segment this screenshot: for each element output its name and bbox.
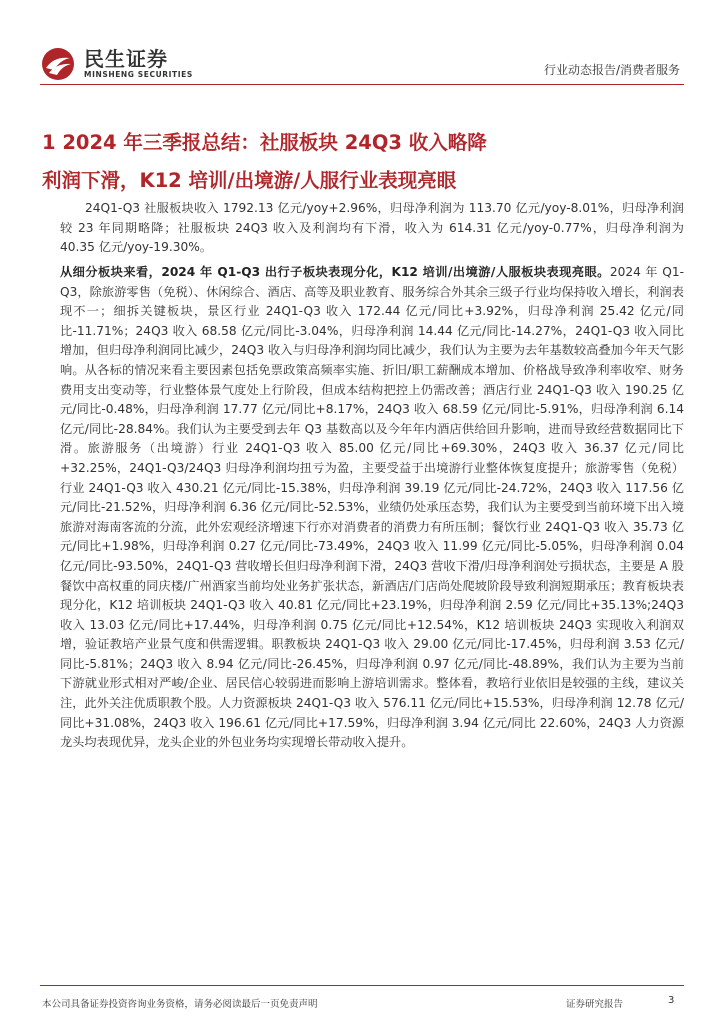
footer-divider bbox=[40, 985, 684, 986]
footer-doc-type: 证券研究报告 bbox=[566, 999, 624, 1010]
section-title-line-2: 利润下滑，K12 培训/出境游/人服行业表现亮眼 bbox=[42, 169, 457, 192]
segment-analysis-body: 2024 年 Q1-Q3，除旅游零售（免税）、休闲综合、酒店、高等及职业教育、服务综合外其余三级子行业均保持收入增长，利润表现不一；细拆关键板块，景区行业 24Q1-Q3 收入 172.44 亿元/同比+3.92%，归母净利润 25.42 亿元/同比-11.71%；24Q3 收入 68.58 亿元/同比-3.04%，归母净利润 14.44 亿元/同比-14.27%，24Q1-Q3 收入同比增加，但归母净利润同比减少，24Q3 收入与归母净利润均同比减少，我们认为主要为去年基数较高叠加今年天气影响。从各标的情况来看主要因素包括免票政策高频率实施、折旧/职工薪酬成本增加、价格战导致净利率收窄、财务费用支出变动等，行业整体景气度处上行阶段，但成本结构把控上仍需改善；酒店行业 24Q1-Q3 收入 190.25 亿元/同比-0.48%，归母净利润 17.77 亿元/同比+8.17%，24Q3 收入 68.59 亿元/同比-5.91%，归母净利润 6.14 亿元/同比-28.84%。我们认为主要受到去年 Q3 基数高以及今年年内酒店供给回升影响，进而导致经营数据同比下滑。旅游服务（出境游）行业 24Q1-Q3 收入 85.00 亿元/同比+69.30%，24Q3 收入 36.37 亿元/同比+32.25%，24Q1-Q3/24Q3 归母净利润均扭亏为盈，主要受益于出境游行业整体恢复度提升；旅游零售（免税）行业 24Q1-Q3 收入 430.21 亿元/同比-15.38%，归母净利润 39.19 亿元/同比-24.72%，24Q3 收入 117.56 亿元/同比-21.52%，归母净利润 6.36 亿元/同比-52.53%，业绩仍处承压态势，我们认为主要受到当前环境下出入境旅游对海南客流的分流，此外宏观经济增速下行亦对消费者的消费力有所压制；餐饮行业 24Q1-Q3 收入 35.73 亿元/同比+1.98%，归母净利润 0.27 亿元/同比-73.49%，24Q3 收入 11.99 亿元/同比-5.05%，归母净利润 0.04 亿元/同比-93.50%，24Q1-Q3 营收增长但归母净利润下滑，24Q3 营收下滑/归母净利润处亏损状态，主要是 A 股餐饮中高权重的同庆楼/广州酒家当前均处业务扩张状态，新酒店/门店尚处爬坡阶段导致利润短期承压；教育板块表现分化，K12 培训板块 24Q1-Q3 收入 40.81 亿元/同比+23.19%，归母净利润 2.59 亿元/同比+35.13%;24Q3 收入 13.03 亿元/同比+17.44%，归母净利润 0.75 亿元/同比+12.54%，K12 培训板块 24Q3 实现收入利润双增，验证教培产业景气度和供需逻辑。职教板块 24Q1-Q3 收入 29.00 亿元/同比-17.45%，归母利润 3.53 亿元/同比-5.81%；24Q3 收入 8.94 亿元/同比-26.45%，归母净利润 0.97 亿元/同比-48.89%，我们认为主要为当前下游就业形式相对严峻/企业、居民信心较弱进而影响上游培训需求。整体看，教培行业依旧是较强的主线，建议关注，此外关注优质职教个股。人力资源板块 24Q1-Q3 收入 576.11 亿元/同比+15.53%，归母净利润 12.78 亿元/同比+31.08%，24Q3 收入 196.61 亿元/同比+17.59%，归母净利润 3.94 亿元/同比 22.60%，24Q3 人力资源龙头均表现优异，龙头企业的外包业务均实现增长带动收入提升。 bbox=[60, 265, 684, 750]
page-header bbox=[0, 0, 724, 92]
report-category: 行业动态报告/消费者服务 bbox=[543, 63, 680, 77]
page-number: 3 bbox=[668, 995, 675, 1006]
section-title-line-1: 1 2024 年三季报总结：社服板块 24Q3 收入略降 bbox=[42, 131, 487, 154]
segment-analysis-lead: 从细分板块来看，2024 年 Q1-Q3 出行子板块表现分化，K12 培训/出境游/人服板块表现亮眼。 bbox=[60, 265, 610, 279]
segment-analysis-paragraph bbox=[60, 263, 684, 753]
footer-disclaimer: 本公司具备证券投资咨询业务资格，请务必阅读最后一页免责声明 bbox=[42, 999, 318, 1010]
summary-paragraph: 24Q1-Q3 社服板块收入 1792.13 亿元/yoy+2.96%，归母净利润为 113.70 亿元/yoy-8.01%，归母净利润较 23 年同期略降；社服板块 24Q3 收入及利润均有下滑，收入为 614.31 亿元/yoy-0.77%，归母净利润为 40.35 亿元/yoy-19.30%。 bbox=[60, 201, 684, 255]
minsheng-logo bbox=[40, 44, 240, 84]
logo-english-name: MINSHENG SECURITIES bbox=[84, 70, 193, 79]
logo-chinese-name: 民生证券 bbox=[84, 47, 168, 71]
section-title bbox=[42, 124, 682, 200]
minsheng-logo-icon bbox=[40, 46, 76, 82]
header-divider bbox=[40, 84, 684, 85]
